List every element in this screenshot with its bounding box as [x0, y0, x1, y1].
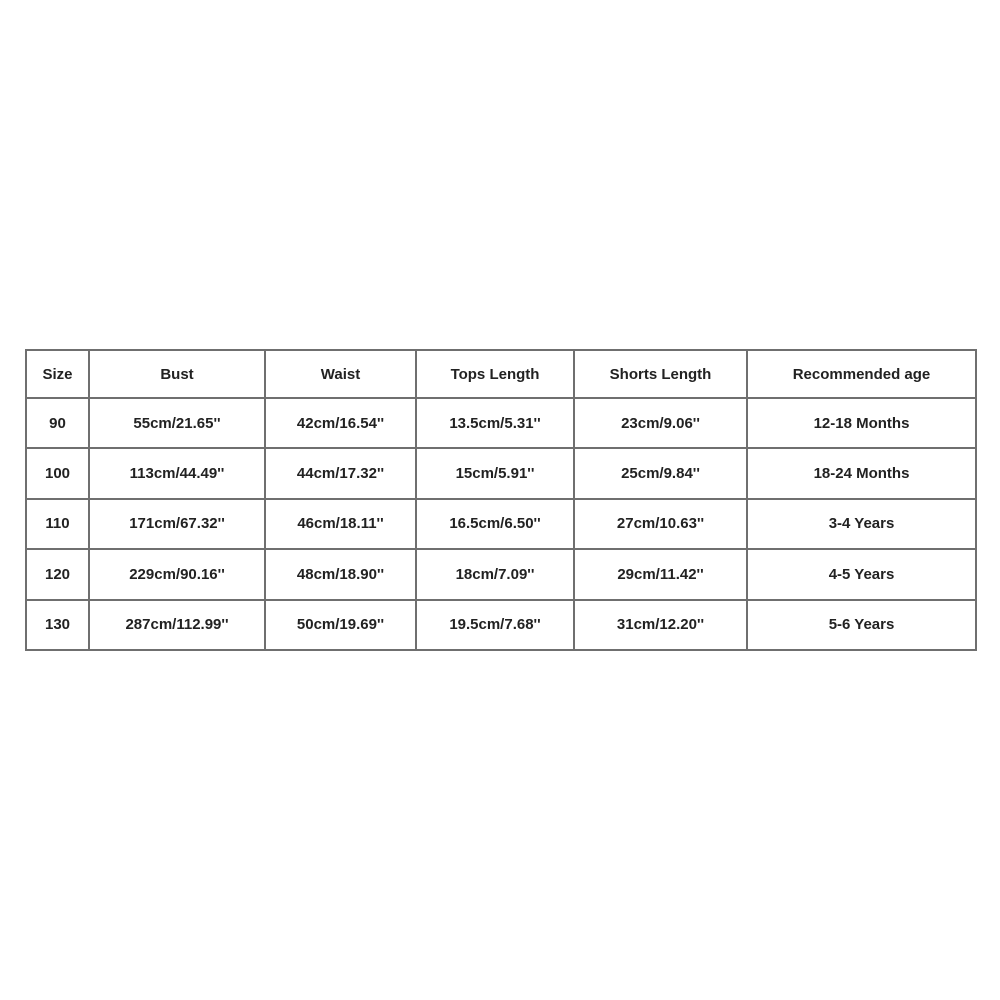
cell-recommended-age: 18-24 Months: [747, 448, 976, 498]
header-waist: Waist: [265, 350, 416, 398]
cell-recommended-age: 3-4 Years: [747, 499, 976, 549]
table-row: [26, 600, 976, 650]
cell-shorts-length: 31cm/12.20'': [574, 600, 747, 650]
cell-shorts-length: 25cm/9.84'': [574, 448, 747, 498]
cell-size: 130: [26, 600, 89, 650]
table-row: [26, 499, 976, 549]
cell-tops-length: 16.5cm/6.50'': [416, 499, 574, 549]
table-row: [26, 398, 976, 448]
cell-recommended-age: 4-5 Years: [747, 549, 976, 599]
cell-tops-length: 15cm/5.91'': [416, 448, 574, 498]
cell-bust: 55cm/21.65'': [89, 398, 265, 448]
cell-waist: 48cm/18.90'': [265, 549, 416, 599]
cell-recommended-age: 12-18 Months: [747, 398, 976, 448]
header-row: [26, 350, 976, 398]
cell-bust: 287cm/112.99'': [89, 600, 265, 650]
cell-waist: 46cm/18.11'': [265, 499, 416, 549]
cell-tops-length: 18cm/7.09'': [416, 549, 574, 599]
header-size: Size: [26, 350, 89, 398]
size-chart-table: [25, 349, 977, 651]
cell-bust: 229cm/90.16'': [89, 549, 265, 599]
cell-size: 120: [26, 549, 89, 599]
header-shorts-length: Shorts Length: [574, 350, 747, 398]
cell-shorts-length: 27cm/10.63'': [574, 499, 747, 549]
cell-waist: 50cm/19.69'': [265, 600, 416, 650]
cell-size: 100: [26, 448, 89, 498]
table-row: [26, 549, 976, 599]
header-bust: Bust: [89, 350, 265, 398]
cell-size: 110: [26, 499, 89, 549]
cell-shorts-length: 23cm/9.06'': [574, 398, 747, 448]
cell-tops-length: 19.5cm/7.68'': [416, 600, 574, 650]
cell-size: 90: [26, 398, 89, 448]
cell-bust: 171cm/67.32'': [89, 499, 265, 549]
cell-recommended-age: 5-6 Years: [747, 600, 976, 650]
header-tops-length: Tops Length: [416, 350, 574, 398]
cell-shorts-length: 29cm/11.42'': [574, 549, 747, 599]
cell-waist: 44cm/17.32'': [265, 448, 416, 498]
cell-waist: 42cm/16.54'': [265, 398, 416, 448]
cell-bust: 113cm/44.49'': [89, 448, 265, 498]
cell-tops-length: 13.5cm/5.31'': [416, 398, 574, 448]
header-recommended-age: Recommended age: [747, 350, 976, 398]
table-row: [26, 448, 976, 498]
